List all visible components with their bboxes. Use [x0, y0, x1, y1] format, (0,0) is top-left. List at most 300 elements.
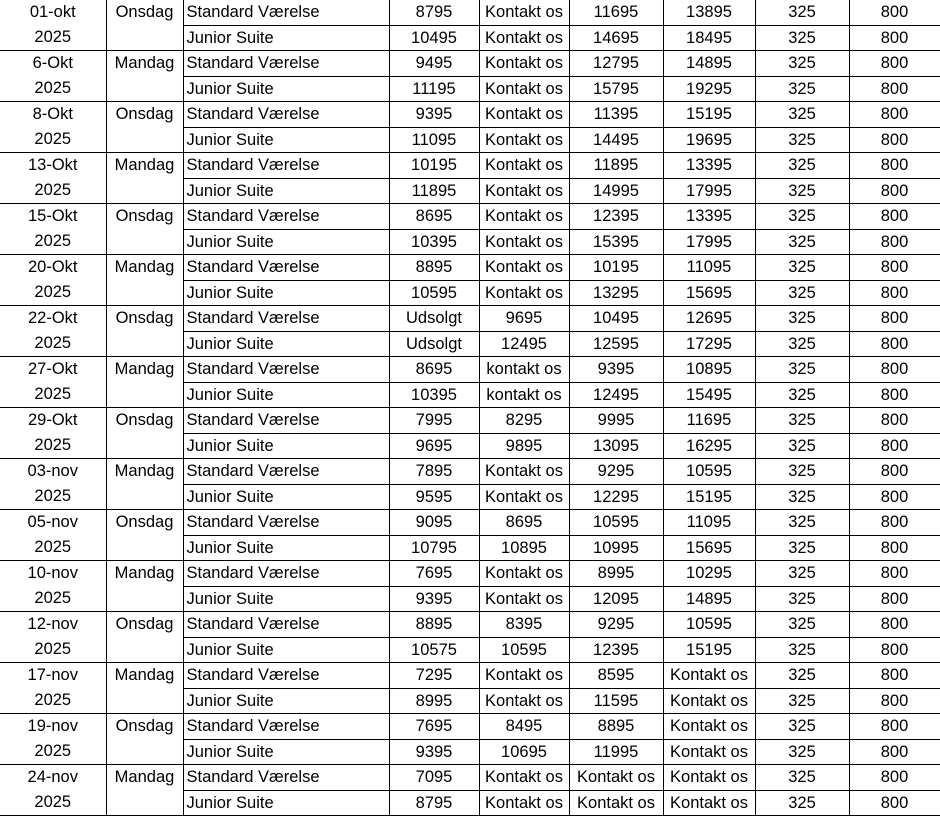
- price-cell: 11995: [569, 739, 663, 765]
- price-cell: 13295: [569, 280, 663, 306]
- price-cell: 15195: [663, 484, 755, 510]
- price-cell: 11695: [569, 0, 663, 25]
- weekday-cell: [106, 127, 183, 153]
- room-type-cell: Standard Værelse: [183, 204, 389, 230]
- price-cell: 800: [849, 663, 940, 689]
- date-cell: 05-nov: [0, 510, 106, 536]
- weekday-cell: [106, 739, 183, 765]
- price-cell: kontakt os: [479, 357, 569, 383]
- room-type-cell: Junior Suite: [183, 586, 389, 612]
- price-cell: 9095: [389, 510, 479, 536]
- price-cell: 8395: [479, 612, 569, 638]
- price-cell: 8695: [389, 204, 479, 230]
- year-cell: 2025: [0, 76, 106, 102]
- price-cell: 7295: [389, 663, 479, 689]
- date-cell: 13-Okt: [0, 153, 106, 179]
- price-cell: Kontakt os: [479, 102, 569, 128]
- price-cell: 9695: [479, 306, 569, 332]
- price-cell: 800: [849, 255, 940, 281]
- year-cell: 2025: [0, 637, 106, 663]
- price-cell: Kontakt os: [663, 688, 755, 714]
- price-cell: 10895: [663, 357, 755, 383]
- price-cell: Kontakt os: [479, 561, 569, 587]
- price-cell: 325: [755, 408, 849, 434]
- price-cell: 800: [849, 127, 940, 153]
- room-type-cell: Standard Værelse: [183, 408, 389, 434]
- price-cell: 800: [849, 459, 940, 485]
- table-row: [0, 204, 940, 230]
- date-cell: 27-Okt: [0, 357, 106, 383]
- price-cell: 10395: [389, 229, 479, 255]
- price-cell: 10195: [389, 153, 479, 179]
- table-row: [0, 433, 940, 459]
- price-cell: 9295: [569, 612, 663, 638]
- price-cell: 12495: [479, 331, 569, 357]
- price-cell: 10595: [663, 612, 755, 638]
- room-type-cell: Standard Værelse: [183, 561, 389, 587]
- price-cell: 800: [849, 51, 940, 77]
- price-cell: 11895: [569, 153, 663, 179]
- price-cell: 325: [755, 484, 849, 510]
- table-row: [0, 510, 940, 536]
- price-cell: 11895: [389, 178, 479, 204]
- price-cell: 325: [755, 25, 849, 51]
- price-cell: 800: [849, 229, 940, 255]
- date-cell: 20-Okt: [0, 255, 106, 281]
- room-type-cell: Standard Værelse: [183, 714, 389, 740]
- price-cell: 800: [849, 688, 940, 714]
- year-cell: 2025: [0, 688, 106, 714]
- date-cell: 8-Okt: [0, 102, 106, 128]
- room-type-cell: Junior Suite: [183, 127, 389, 153]
- weekday-cell: [106, 433, 183, 459]
- price-cell: 11195: [389, 76, 479, 102]
- price-cell: 15195: [663, 102, 755, 128]
- price-cell: 15195: [663, 637, 755, 663]
- year-cell: 2025: [0, 535, 106, 561]
- price-cell: 325: [755, 153, 849, 179]
- price-cell: 7695: [389, 714, 479, 740]
- table-row: [0, 765, 940, 791]
- date-cell: 22-Okt: [0, 306, 106, 332]
- price-cell: 9895: [479, 433, 569, 459]
- price-cell: 325: [755, 790, 849, 816]
- price-cell: 12495: [569, 382, 663, 408]
- price-cell: 325: [755, 433, 849, 459]
- table-row: [0, 739, 940, 765]
- room-type-cell: Junior Suite: [183, 484, 389, 510]
- price-cell: 12395: [569, 204, 663, 230]
- price-cell: 12795: [569, 51, 663, 77]
- room-type-cell: Junior Suite: [183, 790, 389, 816]
- price-cell: Kontakt os: [569, 765, 663, 791]
- price-cell: Kontakt os: [479, 153, 569, 179]
- weekday-cell: Mandag: [106, 459, 183, 485]
- price-cell: 8995: [389, 688, 479, 714]
- price-cell: 10595: [479, 637, 569, 663]
- price-cell: 10195: [569, 255, 663, 281]
- price-cell: 800: [849, 25, 940, 51]
- weekday-cell: Onsdag: [106, 0, 183, 25]
- price-cell: Kontakt os: [479, 688, 569, 714]
- price-cell: 325: [755, 51, 849, 77]
- price-cell: Kontakt os: [479, 484, 569, 510]
- table-row: [0, 586, 940, 612]
- price-cell: 14895: [663, 51, 755, 77]
- date-cell: 12-nov: [0, 612, 106, 638]
- date-cell: 29-Okt: [0, 408, 106, 434]
- table-row: [0, 306, 940, 332]
- price-cell: 13395: [663, 153, 755, 179]
- year-cell: 2025: [0, 382, 106, 408]
- price-cell: 14495: [569, 127, 663, 153]
- price-cell: Kontakt os: [479, 127, 569, 153]
- price-cell: 14695: [569, 25, 663, 51]
- table-row: [0, 382, 940, 408]
- price-cell: 9395: [389, 586, 479, 612]
- table-row: [0, 255, 940, 281]
- room-type-cell: Standard Værelse: [183, 459, 389, 485]
- price-cell: 325: [755, 306, 849, 332]
- price-cell: 9595: [389, 484, 479, 510]
- price-cell: 9395: [389, 102, 479, 128]
- price-cell: 14895: [663, 586, 755, 612]
- weekday-cell: Mandag: [106, 153, 183, 179]
- price-cell: 15395: [569, 229, 663, 255]
- price-cell: 325: [755, 510, 849, 536]
- table-row: [0, 25, 940, 51]
- year-cell: 2025: [0, 25, 106, 51]
- weekday-cell: Mandag: [106, 561, 183, 587]
- price-cell: 8595: [569, 663, 663, 689]
- weekday-cell: Onsdag: [106, 204, 183, 230]
- weekday-cell: [106, 76, 183, 102]
- table-row: [0, 331, 940, 357]
- price-cell: 16295: [663, 433, 755, 459]
- price-cell: kontakt os: [479, 382, 569, 408]
- year-cell: 2025: [0, 178, 106, 204]
- year-cell: 2025: [0, 127, 106, 153]
- table-row: [0, 714, 940, 740]
- price-cell: 8495: [479, 714, 569, 740]
- price-cell: 325: [755, 382, 849, 408]
- price-cell: 19295: [663, 76, 755, 102]
- price-cell: 8295: [479, 408, 569, 434]
- price-cell: 800: [849, 0, 940, 25]
- room-type-cell: Standard Værelse: [183, 255, 389, 281]
- room-type-cell: Standard Værelse: [183, 357, 389, 383]
- price-cell: 12695: [663, 306, 755, 332]
- price-cell: 800: [849, 331, 940, 357]
- price-cell: 10595: [389, 280, 479, 306]
- price-cell: 8695: [479, 510, 569, 536]
- price-cell: 8795: [389, 790, 479, 816]
- price-cell: 325: [755, 561, 849, 587]
- room-type-cell: Junior Suite: [183, 739, 389, 765]
- price-cell: Udsolgt: [389, 306, 479, 332]
- price-cell: 9995: [569, 408, 663, 434]
- price-cell: 325: [755, 127, 849, 153]
- weekday-cell: [106, 637, 183, 663]
- price-cell: 325: [755, 255, 849, 281]
- price-cell: 19695: [663, 127, 755, 153]
- price-cell: Kontakt os: [479, 204, 569, 230]
- price-cell: 800: [849, 765, 940, 791]
- price-cell: 15795: [569, 76, 663, 102]
- price-cell: 15495: [663, 382, 755, 408]
- table-row: [0, 561, 940, 587]
- price-cell: 10495: [389, 25, 479, 51]
- table-row: [0, 790, 940, 816]
- price-cell: Kontakt os: [479, 280, 569, 306]
- price-cell: Kontakt os: [479, 0, 569, 25]
- price-cell: 9395: [569, 357, 663, 383]
- price-cell: 325: [755, 178, 849, 204]
- price-cell: 17295: [663, 331, 755, 357]
- room-type-cell: Junior Suite: [183, 280, 389, 306]
- price-cell: 13895: [663, 0, 755, 25]
- price-cell: 325: [755, 331, 849, 357]
- room-type-cell: Junior Suite: [183, 331, 389, 357]
- price-cell: 18495: [663, 25, 755, 51]
- price-cell: Kontakt os: [479, 663, 569, 689]
- weekday-cell: [106, 331, 183, 357]
- price-cell: 9695: [389, 433, 479, 459]
- price-cell: 800: [849, 357, 940, 383]
- room-type-cell: Standard Værelse: [183, 0, 389, 25]
- table-row: [0, 76, 940, 102]
- table-row: [0, 612, 940, 638]
- price-cell: 800: [849, 637, 940, 663]
- price-cell: 325: [755, 586, 849, 612]
- price-cell: Kontakt os: [479, 51, 569, 77]
- price-cell: 10575: [389, 637, 479, 663]
- price-cell: 325: [755, 535, 849, 561]
- price-cell: Kontakt os: [479, 765, 569, 791]
- price-cell: Kontakt os: [479, 790, 569, 816]
- price-cell: 8695: [389, 357, 479, 383]
- weekday-cell: [106, 280, 183, 306]
- price-cell: 11095: [663, 255, 755, 281]
- year-cell: 2025: [0, 280, 106, 306]
- weekday-cell: Onsdag: [106, 306, 183, 332]
- price-cell: Kontakt os: [663, 663, 755, 689]
- price-cell: 7095: [389, 765, 479, 791]
- price-cell: 7895: [389, 459, 479, 485]
- weekday-cell: Onsdag: [106, 714, 183, 740]
- price-cell: 800: [849, 484, 940, 510]
- table-row: [0, 484, 940, 510]
- weekday-cell: Onsdag: [106, 102, 183, 128]
- date-cell: 15-Okt: [0, 204, 106, 230]
- price-cell: 8895: [569, 714, 663, 740]
- price-cell: 8895: [389, 612, 479, 638]
- price-cell: 800: [849, 382, 940, 408]
- price-cell: 800: [849, 102, 940, 128]
- year-cell: 2025: [0, 433, 106, 459]
- room-type-cell: Junior Suite: [183, 688, 389, 714]
- weekday-cell: [106, 688, 183, 714]
- date-cell: 03-nov: [0, 459, 106, 485]
- table-row: [0, 0, 940, 25]
- price-cell: 800: [849, 714, 940, 740]
- table-row: [0, 688, 940, 714]
- price-cell: 7695: [389, 561, 479, 587]
- price-cell: 800: [849, 306, 940, 332]
- price-cell: 325: [755, 459, 849, 485]
- year-cell: 2025: [0, 739, 106, 765]
- table-row: [0, 51, 940, 77]
- date-cell: 10-nov: [0, 561, 106, 587]
- room-type-cell: Junior Suite: [183, 382, 389, 408]
- table-row: [0, 459, 940, 485]
- price-cell: 325: [755, 280, 849, 306]
- price-cell: 800: [849, 561, 940, 587]
- year-cell: 2025: [0, 484, 106, 510]
- price-cell: Kontakt os: [479, 76, 569, 102]
- price-cell: 17995: [663, 178, 755, 204]
- room-type-cell: Standard Værelse: [183, 612, 389, 638]
- price-cell: 325: [755, 204, 849, 230]
- price-cell: Kontakt os: [479, 459, 569, 485]
- price-cell: 15695: [663, 280, 755, 306]
- room-type-cell: Junior Suite: [183, 229, 389, 255]
- price-cell: 10495: [569, 306, 663, 332]
- price-cell: Kontakt os: [479, 586, 569, 612]
- price-cell: 325: [755, 663, 849, 689]
- room-type-cell: Standard Værelse: [183, 765, 389, 791]
- price-cell: 800: [849, 204, 940, 230]
- weekday-cell: Onsdag: [106, 408, 183, 434]
- year-cell: 2025: [0, 229, 106, 255]
- room-type-cell: Standard Værelse: [183, 663, 389, 689]
- room-type-cell: Standard Værelse: [183, 51, 389, 77]
- room-type-cell: Junior Suite: [183, 25, 389, 51]
- room-type-cell: Standard Værelse: [183, 153, 389, 179]
- price-cell: 11095: [663, 510, 755, 536]
- table-row: [0, 535, 940, 561]
- room-type-cell: Junior Suite: [183, 637, 389, 663]
- price-cell: 325: [755, 637, 849, 663]
- price-cell: 8895: [389, 255, 479, 281]
- price-cell: 325: [755, 0, 849, 25]
- price-cell: Kontakt os: [479, 229, 569, 255]
- room-type-cell: Standard Værelse: [183, 102, 389, 128]
- table-row: [0, 408, 940, 434]
- price-cell: 12595: [569, 331, 663, 357]
- price-cell: 10995: [569, 535, 663, 561]
- price-cell: 12095: [569, 586, 663, 612]
- weekday-cell: Mandag: [106, 357, 183, 383]
- price-cell: Kontakt os: [663, 739, 755, 765]
- price-cell: 325: [755, 688, 849, 714]
- weekday-cell: Mandag: [106, 663, 183, 689]
- weekday-cell: [106, 178, 183, 204]
- table-row: [0, 178, 940, 204]
- price-cell: 7995: [389, 408, 479, 434]
- date-cell: 17-nov: [0, 663, 106, 689]
- date-cell: 01-okt: [0, 0, 106, 25]
- date-cell: 6-Okt: [0, 51, 106, 77]
- price-cell: 8795: [389, 0, 479, 25]
- room-type-cell: Junior Suite: [183, 76, 389, 102]
- weekday-cell: [106, 229, 183, 255]
- price-cell: 9495: [389, 51, 479, 77]
- year-cell: 2025: [0, 586, 106, 612]
- weekday-cell: [106, 484, 183, 510]
- price-cell: Kontakt os: [479, 178, 569, 204]
- price-cell: 325: [755, 714, 849, 740]
- weekday-cell: [106, 535, 183, 561]
- table-row: [0, 357, 940, 383]
- year-cell: 2025: [0, 790, 106, 816]
- table-row: [0, 229, 940, 255]
- room-type-cell: Junior Suite: [183, 178, 389, 204]
- price-cell: 325: [755, 612, 849, 638]
- price-cell: 800: [849, 790, 940, 816]
- price-cell: 800: [849, 510, 940, 536]
- price-cell: 9395: [389, 739, 479, 765]
- price-cell: 800: [849, 433, 940, 459]
- price-cell: 10395: [389, 382, 479, 408]
- weekday-cell: Mandag: [106, 51, 183, 77]
- price-cell: 13395: [663, 204, 755, 230]
- table-row: [0, 127, 940, 153]
- price-cell: Kontakt os: [479, 255, 569, 281]
- price-cell: 800: [849, 76, 940, 102]
- weekday-cell: Mandag: [106, 765, 183, 791]
- price-cell: Kontakt os: [479, 25, 569, 51]
- room-type-cell: Junior Suite: [183, 433, 389, 459]
- price-cell: 800: [849, 408, 940, 434]
- weekday-cell: Onsdag: [106, 510, 183, 536]
- table-row: [0, 153, 940, 179]
- price-cell: 10595: [569, 510, 663, 536]
- weekday-cell: [106, 586, 183, 612]
- price-cell: 325: [755, 229, 849, 255]
- price-cell: Kontakt os: [569, 790, 663, 816]
- price-cell: 10695: [479, 739, 569, 765]
- price-cell: 11095: [389, 127, 479, 153]
- price-cell: 14995: [569, 178, 663, 204]
- room-type-cell: Standard Værelse: [183, 306, 389, 332]
- price-cell: Kontakt os: [663, 790, 755, 816]
- price-cell: 325: [755, 765, 849, 791]
- price-cell: 325: [755, 76, 849, 102]
- price-cell: 9295: [569, 459, 663, 485]
- price-cell: 11695: [663, 408, 755, 434]
- price-cell: 10795: [389, 535, 479, 561]
- price-cell: 800: [849, 612, 940, 638]
- weekday-cell: [106, 790, 183, 816]
- price-cell: 800: [849, 178, 940, 204]
- table-row: [0, 637, 940, 663]
- table-row: [0, 280, 940, 306]
- weekday-cell: [106, 382, 183, 408]
- price-cell: Kontakt os: [663, 765, 755, 791]
- room-type-cell: Standard Værelse: [183, 510, 389, 536]
- price-cell: 10295: [663, 561, 755, 587]
- price-cell: Udsolgt: [389, 331, 479, 357]
- price-cell: 12295: [569, 484, 663, 510]
- price-cell: 325: [755, 102, 849, 128]
- price-cell: 12395: [569, 637, 663, 663]
- price-cell: 17995: [663, 229, 755, 255]
- date-cell: 19-nov: [0, 714, 106, 740]
- table-row: [0, 663, 940, 689]
- price-cell: 800: [849, 153, 940, 179]
- year-cell: 2025: [0, 331, 106, 357]
